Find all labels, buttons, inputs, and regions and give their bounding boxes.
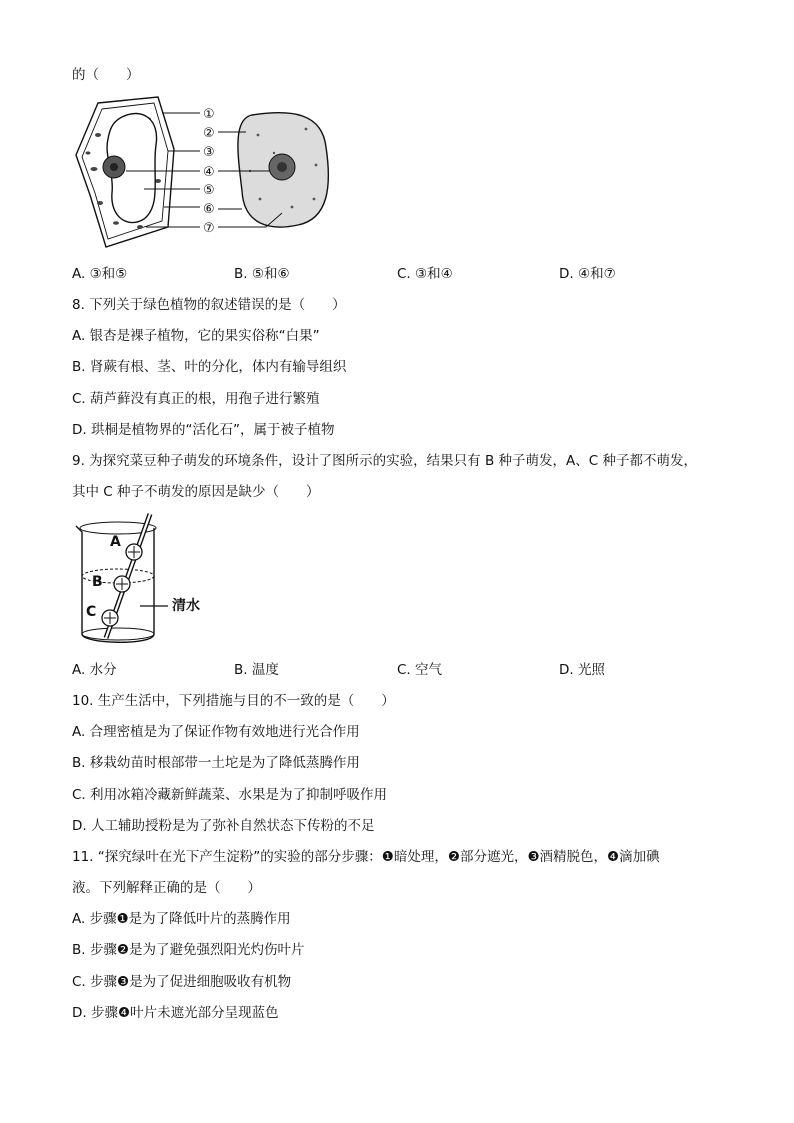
marker-3: ③ xyxy=(203,145,215,160)
marker-5: ⑤ xyxy=(203,183,215,198)
q8-option-b[interactable]: B. 肾蕨有根、茎、叶的分化，体内有输导组织 xyxy=(72,359,347,375)
marker-7: ⑦ xyxy=(203,221,215,236)
q9-option-b[interactable]: B. 温度 xyxy=(234,662,279,678)
q7-option-d[interactable]: D. ④和⑦ xyxy=(559,266,616,282)
cell-markers xyxy=(203,107,215,236)
question-11-stem-line1: 11. “探究绿叶在光下产生淀粉”的实验的部分步骤：❶暗处理，❷部分遮光，❸酒精脱色，❹滴加碘 xyxy=(72,849,660,865)
marker-6: ⑥ xyxy=(203,202,215,217)
label-c: C xyxy=(86,604,97,620)
question-10-stem: 10. 生产生活中，下列措施与目的不一致的是（ ） xyxy=(72,693,395,709)
q9-option-c[interactable]: C. 空气 xyxy=(397,662,443,678)
q11-option-a[interactable]: A. 步骤❶是为了降低叶片的蒸腾作用 xyxy=(72,911,291,927)
question-8-stem: 8. 下列关于绿色植物的叙述错误的是（ ） xyxy=(72,297,346,313)
label-water: 清水 xyxy=(172,598,200,614)
q11-option-d[interactable]: D. 步骤❹叶片未遮光部分呈现蓝色 xyxy=(72,1005,279,1021)
seed-b xyxy=(114,576,130,592)
q9-option-a[interactable]: A. 水分 xyxy=(72,662,117,678)
q10-option-c[interactable]: C. 利用冰箱冷藏新鲜蔬菜、水果是为了抑制呼吸作用 xyxy=(72,787,388,803)
q7-option-b[interactable]: B. ⑤和⑥ xyxy=(234,266,290,282)
question-7-stem-tail: 的（ ） xyxy=(72,67,140,83)
label-b: B xyxy=(92,574,103,590)
q8-option-c[interactable]: C. 葫芦藓没有真正的根，用孢子进行繁殖 xyxy=(72,391,320,407)
seed-c xyxy=(102,610,118,626)
cell-diagram xyxy=(70,95,350,245)
q7-option-a[interactable]: A. ③和⑤ xyxy=(72,266,128,282)
q11-option-c[interactable]: C. 步骤❸是为了促进细胞吸收有机物 xyxy=(72,974,292,990)
marker-4: ④ xyxy=(203,165,215,180)
q10-option-d[interactable]: D. 人工辅助授粉是为了弥补自然状态下传粉的不足 xyxy=(72,818,375,834)
label-a: A xyxy=(110,534,121,550)
q9-option-d[interactable]: D. 光照 xyxy=(559,662,605,678)
question-9-options xyxy=(72,661,732,679)
question-7-options xyxy=(72,265,732,283)
question-9-stem-line1: 9. 为探究菜豆种子萌发的环境条件，设计了图所示的实验，结果只有 B 种子萌发，A、C 种子都不萌发， xyxy=(72,453,697,469)
marker-2: ② xyxy=(203,126,215,141)
q10-option-a[interactable]: A. 合理密植是为了保证作物有效地进行光合作用 xyxy=(72,724,360,740)
q11-option-b[interactable]: B. 步骤❷是为了避免强烈阳光灼伤叶片 xyxy=(72,942,305,958)
q7-option-c[interactable]: C. ③和④ xyxy=(397,266,453,282)
marker-1: ① xyxy=(203,107,215,122)
beaker-diagram xyxy=(70,510,220,650)
q8-option-a[interactable]: A. 银杏是裸子植物，它的果实俗称“白果” xyxy=(72,328,320,344)
question-9-stem-line2: 其中 C 种子不萌发的原因是缺少（ ） xyxy=(72,484,320,500)
seed-a xyxy=(126,544,142,560)
q10-option-b[interactable]: B. 移栽幼苗时根部带一土坨是为了降低蒸腾作用 xyxy=(72,755,360,771)
q8-option-d[interactable]: D. 珙桐是植物界的“活化石”，属于被子植物 xyxy=(72,422,335,438)
question-11-stem-line2: 液。下列解释正确的是（ ） xyxy=(72,880,261,896)
